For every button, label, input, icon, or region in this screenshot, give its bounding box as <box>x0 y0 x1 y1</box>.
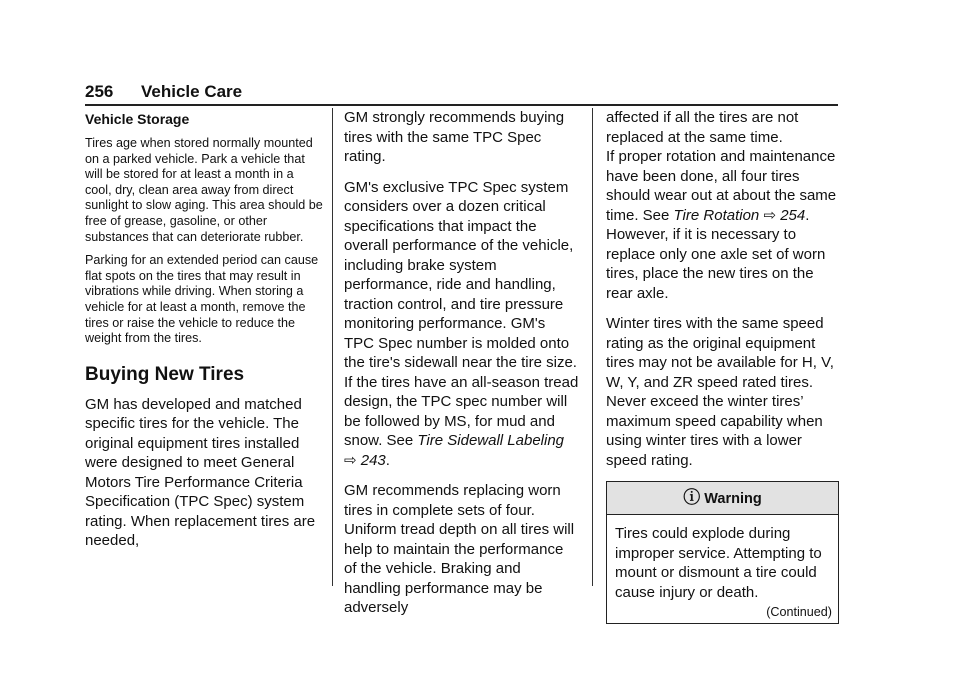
column-divider <box>332 108 333 586</box>
tpc-paragraph-1: GM strongly recommends buying tires with the same TPC Spec rating. <box>344 109 565 165</box>
page-ref-arrow-icon: ⇨ <box>344 451 357 469</box>
page-number: 256 <box>85 82 114 101</box>
buying-paragraph-1: GM has developed and matched specific tires for the vehicle. The original equipment tires installed were designed to meet General Motors Tire Performance Criteria Specification (TPC Spec) system rating. When replacement tires are needed, <box>85 395 316 550</box>
tire-sidewall-labeling-link[interactable]: Tire Sidewall Labeling ⇨ 243 <box>344 432 565 469</box>
continued-label: (Continued) <box>766 605 832 619</box>
buying-new-tires-heading: Buying New Tires <box>85 363 245 385</box>
warning-header <box>607 482 838 515</box>
column-1 <box>85 108 323 562</box>
warning-body: Tires could explode during improper service. Attempting to mount or dismount a tire could cause injury or death. <box>615 525 822 601</box>
rotation-paragraph-2: If proper rotation and maintenance have been done, all four tires should wear out at about the same time. See Tire Rotation ⇨ 254. However, if it is necessary to replace only one axle set of worn tires, place the new tires on the rear axle. <box>606 148 837 302</box>
warning-icon: ⓘ <box>683 488 701 507</box>
tpc-paragraph-3: GM recommends replacing worn tires in complete sets of four. Uniform tread depth on all tires will help to maintain the performance of the vehicle. Braking and handling performance may be adversely <box>344 482 575 616</box>
vehicle-storage-heading: Vehicle Storage <box>85 111 190 127</box>
warning-box <box>606 481 839 624</box>
storage-paragraph-1: Tires age when stored normally mounted on a parked vehicle. Park a vehicle that will be stored for at least a month in a cool, dry, clean area away from direct sunlight to slow aging. This area should be free of grease, gasoline, or other substances that can deteriorate rubber. <box>85 136 323 244</box>
column-2 <box>344 108 579 629</box>
column-divider <box>592 108 593 586</box>
page-ref-arrow-icon: ⇨ <box>763 206 777 224</box>
tpc-paragraph-2: GM's exclusive TPC Spec system considers over a dozen critical specifications that impact the overall performance of the vehicle, including brake system performance, ride and handling, traction control, and tire pressure monitoring performance. GM's TPC Spec number is molded onto the tire's sidewall near the tire size. If the tires have an all-season tread design, the TPC spec number will be followed by MS, for mud and snow. See Tire Sidewall Labeling ⇨ 243. <box>344 178 579 469</box>
tire-rotation-link[interactable]: Tire Rotation ⇨ 254 <box>673 206 806 224</box>
page-header <box>85 82 838 106</box>
warning-title: Warning <box>704 491 762 507</box>
section-title: Vehicle Care <box>141 82 243 101</box>
winter-tires-paragraph: Winter tires with the same speed rating as the original equipment tires may not be available for H, V, W, Y, and ZR speed rated tires. Never exceed the winter tires’ maximum speed capability when using winter tires with a lower speed rating. <box>606 315 834 469</box>
storage-paragraph-2: Parking for an extended period can cause flat spots on the tires that may result in vibrations while driving. When storing a vehicle for at least a month, remove the tires or raise the vehicle to reduce the weight from the tires. <box>85 253 319 346</box>
rotation-paragraph-1: affected if all the tires are not replaced at the same time. <box>606 109 799 146</box>
column-3 <box>606 108 839 624</box>
